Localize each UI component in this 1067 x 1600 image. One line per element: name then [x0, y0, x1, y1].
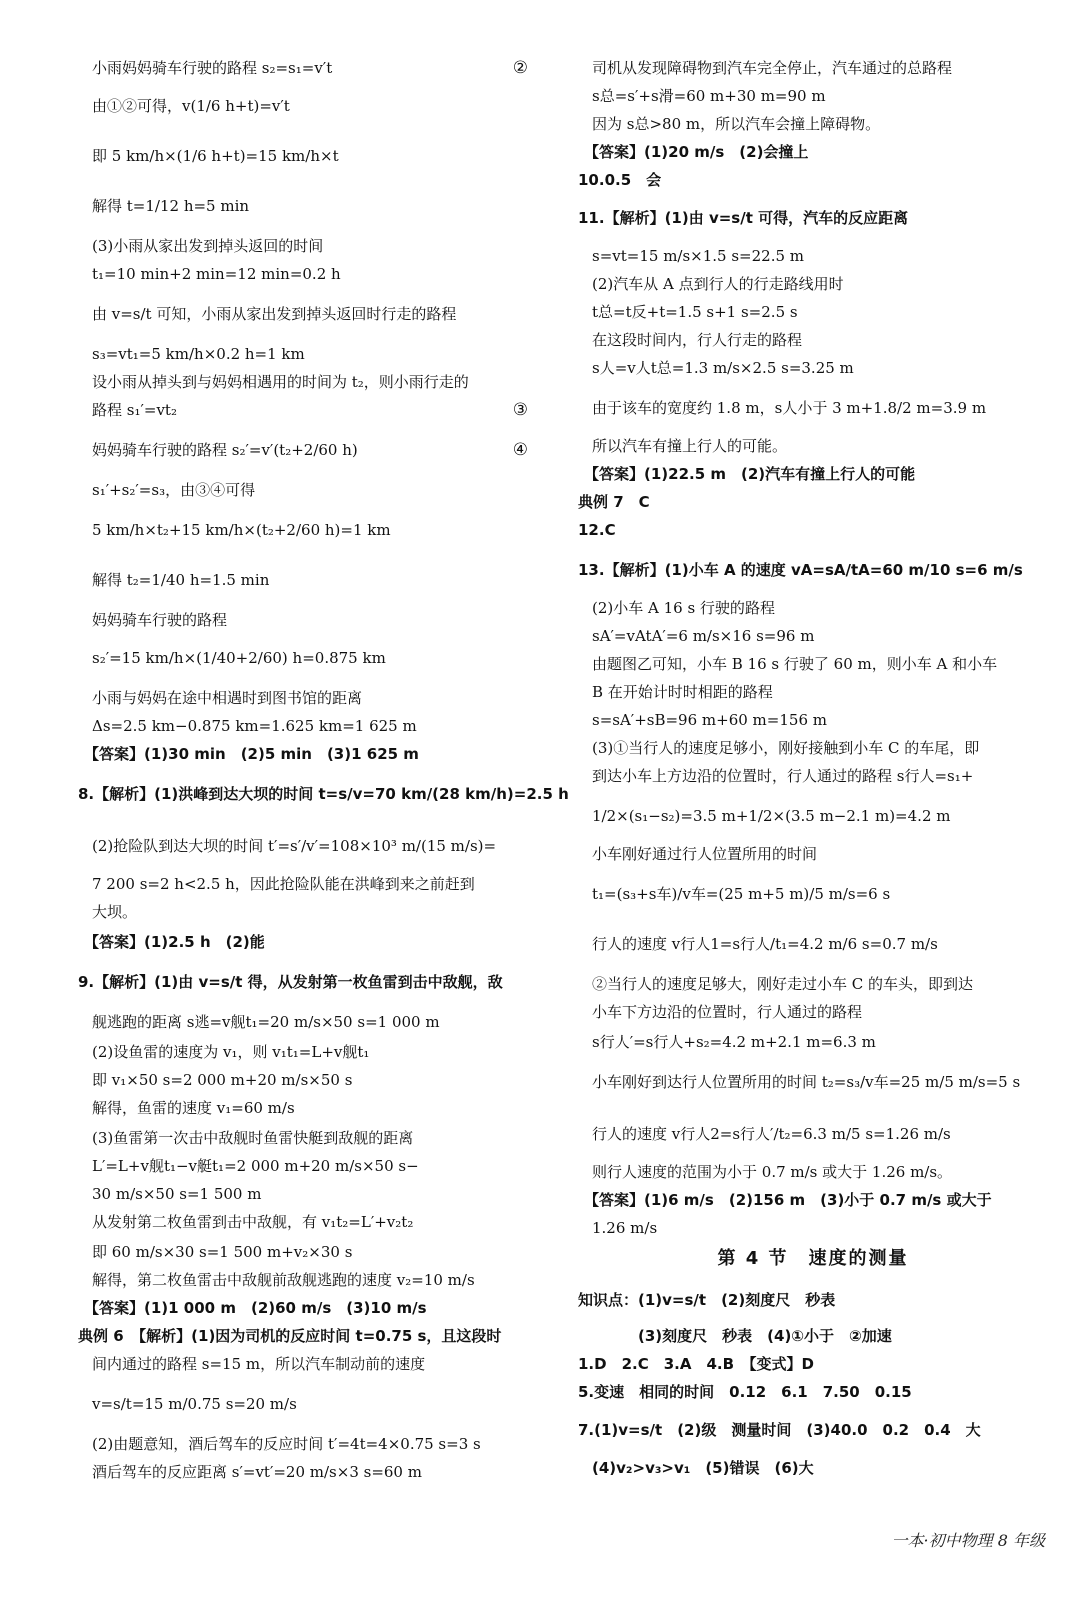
- right-text-line: 10.0.5 会: [578, 171, 662, 189]
- left-text-line: 设小雨从掉头到与妈妈相遇用的时间为 t₂，则小雨行走的: [92, 373, 469, 391]
- right-text-line: (3)刻度尺 秒表 (4)①小于 ②加速: [638, 1327, 892, 1345]
- right-text-line: s总=s′+s滑=60 m+30 m=90 m: [592, 87, 826, 105]
- right-text-line: 由于该车的宽度约 1.8 m，s人小于 3 m+1.8/2 m=3.9 m: [592, 399, 987, 417]
- left-text-line: 即 5 km/h×(1/6 h+t)=15 km/h×t: [92, 147, 339, 165]
- right-text-line: 所以汽车有撞上行人的可能。: [592, 437, 788, 455]
- left-text-line: L′=L+v舰t₁−v艇t₁=2 000 m+20 m/s×50 s−: [92, 1157, 419, 1175]
- right-text-line: 7.(1)v=s/t (2)级 测量时间 (3)40.0 0.2 0.4 大: [578, 1421, 981, 1439]
- left-text-line: 妈妈骑车行驶的路程: [92, 611, 228, 629]
- right-text-line: 小车下方边沿的位置时，行人通过的路程: [592, 1003, 863, 1021]
- left-text-line: 大坝。: [92, 903, 138, 921]
- left-text-line: 【答案】(1)1 000 m (2)60 m/s (3)10 m/s: [84, 1299, 427, 1317]
- footer-text: 一本·初中物理 8 年级: [891, 1531, 1045, 1550]
- right-text-line: ②当行人的速度足够大，刚好走过小车 C 的车头，即到达: [592, 975, 974, 993]
- right-text-line: s=sA′+sB=96 m+60 m=156 m: [592, 711, 827, 729]
- left-text-line: 8.【解析】(1)洪峰到达大坝的时间 t=s/v=70 km/(28 km/h)=2.5 h: [78, 785, 569, 803]
- right-text-line: 知识点：(1)v=s/t (2)刻度尺 秒表: [578, 1291, 836, 1309]
- right-text-line: 11.【解析】(1)由 v=s/t 可得，汽车的反应距离: [578, 209, 909, 227]
- right-text-line: 5.变速 相同的时间 0.12 6.1 7.50 0.15: [578, 1383, 912, 1401]
- left-text-line: (2)设鱼雷的速度为 v₁，则 v₁t₁=L+v舰t₁: [92, 1043, 370, 1061]
- right-text-line: (4)v₂>v₃>v₁ (5)错误 (6)大: [592, 1459, 814, 1477]
- left-text-line: 【答案】(1)30 min (2)5 min (3)1 625 m: [84, 745, 419, 763]
- right-text-line: 典例 7 C: [578, 493, 650, 511]
- right-text-line: (2)小车 A 16 s 行驶的路程: [592, 599, 775, 617]
- left-text-line: 小雨与妈妈在途中相遇时到图书馆的距离: [92, 689, 363, 707]
- equation-number: ③: [512, 400, 528, 420]
- left-text-line: 7 200 s=2 h<2.5 h，因此抢险队能在洪峰到来之前赶到: [92, 875, 475, 893]
- left-text-line: 即 v₁×50 s=2 000 m+20 m/s×50 s: [92, 1071, 353, 1089]
- right-text-line: t₁=(s₃+s车)/v车=(25 m+5 m)/5 m/s=6 s: [592, 885, 891, 903]
- left-text-line: s₃=vt₁=5 km/h×0.2 h=1 km: [92, 345, 305, 363]
- left-text-line: 由①②可得，v(1/6 h+t)=v′t: [92, 97, 290, 115]
- left-text-line: s₁′+s₂′=s₃，由③④可得: [92, 481, 256, 499]
- right-text-line: 在这段时间内，行人行走的路程: [592, 331, 803, 349]
- left-text-line: (3)鱼雷第一次击中敌舰时鱼雷快艇到敌舰的距离: [92, 1129, 414, 1147]
- right-text-line: 1.D 2.C 3.A 4.B 【变式】D: [578, 1355, 814, 1373]
- right-text-line: sA′=vAtA′=6 m/s×16 s=96 m: [592, 627, 815, 645]
- left-text-line: v=s/t=15 m/0.75 s=20 m/s: [92, 1395, 297, 1413]
- right-text-line: 1.26 m/s: [592, 1219, 658, 1237]
- left-text-line: 酒后驾车的反应距离 s′=vt′=20 m/s×3 s=60 m: [92, 1463, 422, 1481]
- right-text-line: s行人′=s行人+s₂=4.2 m+2.1 m=6.3 m: [592, 1033, 876, 1051]
- right-text-line: 则行人速度的范围为小于 0.7 m/s 或大于 1.26 m/s。: [592, 1163, 953, 1181]
- right-text-line: 【答案】(1)20 m/s (2)会撞上: [584, 143, 809, 161]
- left-text-line: 路程 s₁′=vt₂: [92, 401, 177, 419]
- right-text-line: 【答案】(1)6 m/s (2)156 m (3)小于 0.7 m/s 或大于: [584, 1191, 992, 1209]
- left-text-line: t₁=10 min+2 min=12 min=0.2 h: [92, 265, 341, 283]
- section-heading: 第 4 节 速度的测量: [717, 1248, 909, 1269]
- left-text-line: s₂′=15 km/h×(1/40+2/60) h=0.875 km: [92, 649, 386, 667]
- right-text-line: (2)汽车从 A 点到行人的行走路线用时: [592, 275, 844, 293]
- left-text-line: 解得 t=1/12 h=5 min: [92, 197, 250, 215]
- left-text-line: (2)由题意知，酒后驾车的反应时间 t′=4t=4×0.75 s=3 s: [92, 1435, 481, 1453]
- left-text-line: 解得，鱼雷的速度 v₁=60 m/s: [92, 1099, 295, 1117]
- right-text-line: 小车刚好到达行人位置所用的时间 t₂=s₃/v车=25 m/5 m/s=5 s: [592, 1073, 1021, 1091]
- left-text-line: 间内通过的路程 s=15 m，所以汽车制动前的速度: [92, 1355, 426, 1373]
- right-text-line: (3)①当行人的速度足够小，刚好接触到小车 C 的车尾，即: [592, 739, 980, 757]
- left-text-line: 【答案】(1)2.5 h (2)能: [84, 933, 265, 951]
- left-text-line: 5 km/h×t₂+15 km/h×(t₂+2/60 h)=1 km: [92, 521, 391, 539]
- left-text-line: 舰逃跑的距离 s逃=v舰t₁=20 m/s×50 s=1 000 m: [92, 1013, 440, 1031]
- right-text-line: 由题图乙可知，小车 B 16 s 行驶了 60 m，则小车 A 和小车: [592, 655, 998, 673]
- right-text-line: 1/2×(s₁−s₂)=3.5 m+1/2×(3.5 m−2.1 m)=4.2 m: [592, 807, 951, 825]
- right-text-line: B 在开始计时时相距的路程: [592, 683, 773, 701]
- left-text-line: 妈妈骑车行驶的路程 s₂′=v′(t₂+2/60 h): [92, 441, 358, 459]
- page-footer: [892, 1528, 1045, 1551]
- right-text-line: 【答案】(1)22.5 m (2)汽车有撞上行人的可能: [584, 465, 916, 483]
- left-text-line: 解得，第二枚鱼雷击中敌舰前敌舰逃跑的速度 v₂=10 m/s: [92, 1271, 475, 1289]
- right-text-line: s人=v人t总=1.3 m/s×2.5 s=3.25 m: [592, 359, 854, 377]
- equation-number: ②: [512, 58, 528, 78]
- left-text-line: 30 m/s×50 s=1 500 m: [92, 1185, 262, 1203]
- left-text-line: 解得 t₂=1/40 h=1.5 min: [92, 571, 270, 589]
- left-text-line: 从发射第二枚鱼雷到击中敌舰，有 v₁t₂=L′+v₂t₂: [92, 1213, 414, 1231]
- left-text-line: 由 v=s/t 可知，小雨从家出发到掉头返回时行走的路程: [92, 305, 457, 323]
- left-text-line: 典例 6 【解析】(1)因为司机的反应时间 t=0.75 s，且这段时: [78, 1327, 502, 1345]
- right-text-line: 小车刚好通过行人位置所用的时间: [592, 845, 818, 863]
- right-text-line: 行人的速度 v行人1=s行人/t₁=4.2 m/6 s=0.7 m/s: [592, 935, 938, 953]
- left-text-line: Δs=2.5 km−0.875 km=1.625 km=1 625 m: [92, 717, 417, 735]
- left-text-line: (3)小雨从家出发到掉头返回的时间: [92, 237, 324, 255]
- right-text-line: s=vt=15 m/s×1.5 s=22.5 m: [592, 247, 805, 265]
- left-text-line: 即 60 m/s×30 s=1 500 m+v₂×30 s: [92, 1243, 353, 1261]
- left-text-line: 小雨妈妈骑车行驶的路程 s₂=s₁=v′t: [92, 59, 333, 77]
- right-text-line: 到达小车上方边沿的位置时，行人通过的路程 s行人=s₁+: [592, 767, 974, 785]
- right-text-line: 因为 s总>80 m，所以汽车会撞上障碍物。: [592, 115, 881, 133]
- right-text-line: t总=t反+t=1.5 s+1 s=2.5 s: [592, 303, 798, 321]
- left-text-line: (2)抢险队到达大坝的时间 t′=s′/v′=108×10³ m/(15 m/s)=: [92, 837, 497, 855]
- right-text-line: 12.C: [578, 521, 616, 539]
- equation-number: ④: [512, 440, 528, 460]
- left-text-line: 9.【解析】(1)由 v=s/t 得，从发射第一枚鱼雷到击中敌舰，敌: [78, 973, 503, 991]
- right-text-line: 13.【解析】(1)小车 A 的速度 vA=sA/tA=60 m/10 s=6 m/s: [578, 561, 1023, 579]
- right-text-line: 行人的速度 v行人2=s行人′/t₂=6.3 m/5 s=1.26 m/s: [592, 1125, 951, 1143]
- right-text-line: 司机从发现障碍物到汽车完全停止，汽车通过的总路程: [592, 59, 953, 77]
